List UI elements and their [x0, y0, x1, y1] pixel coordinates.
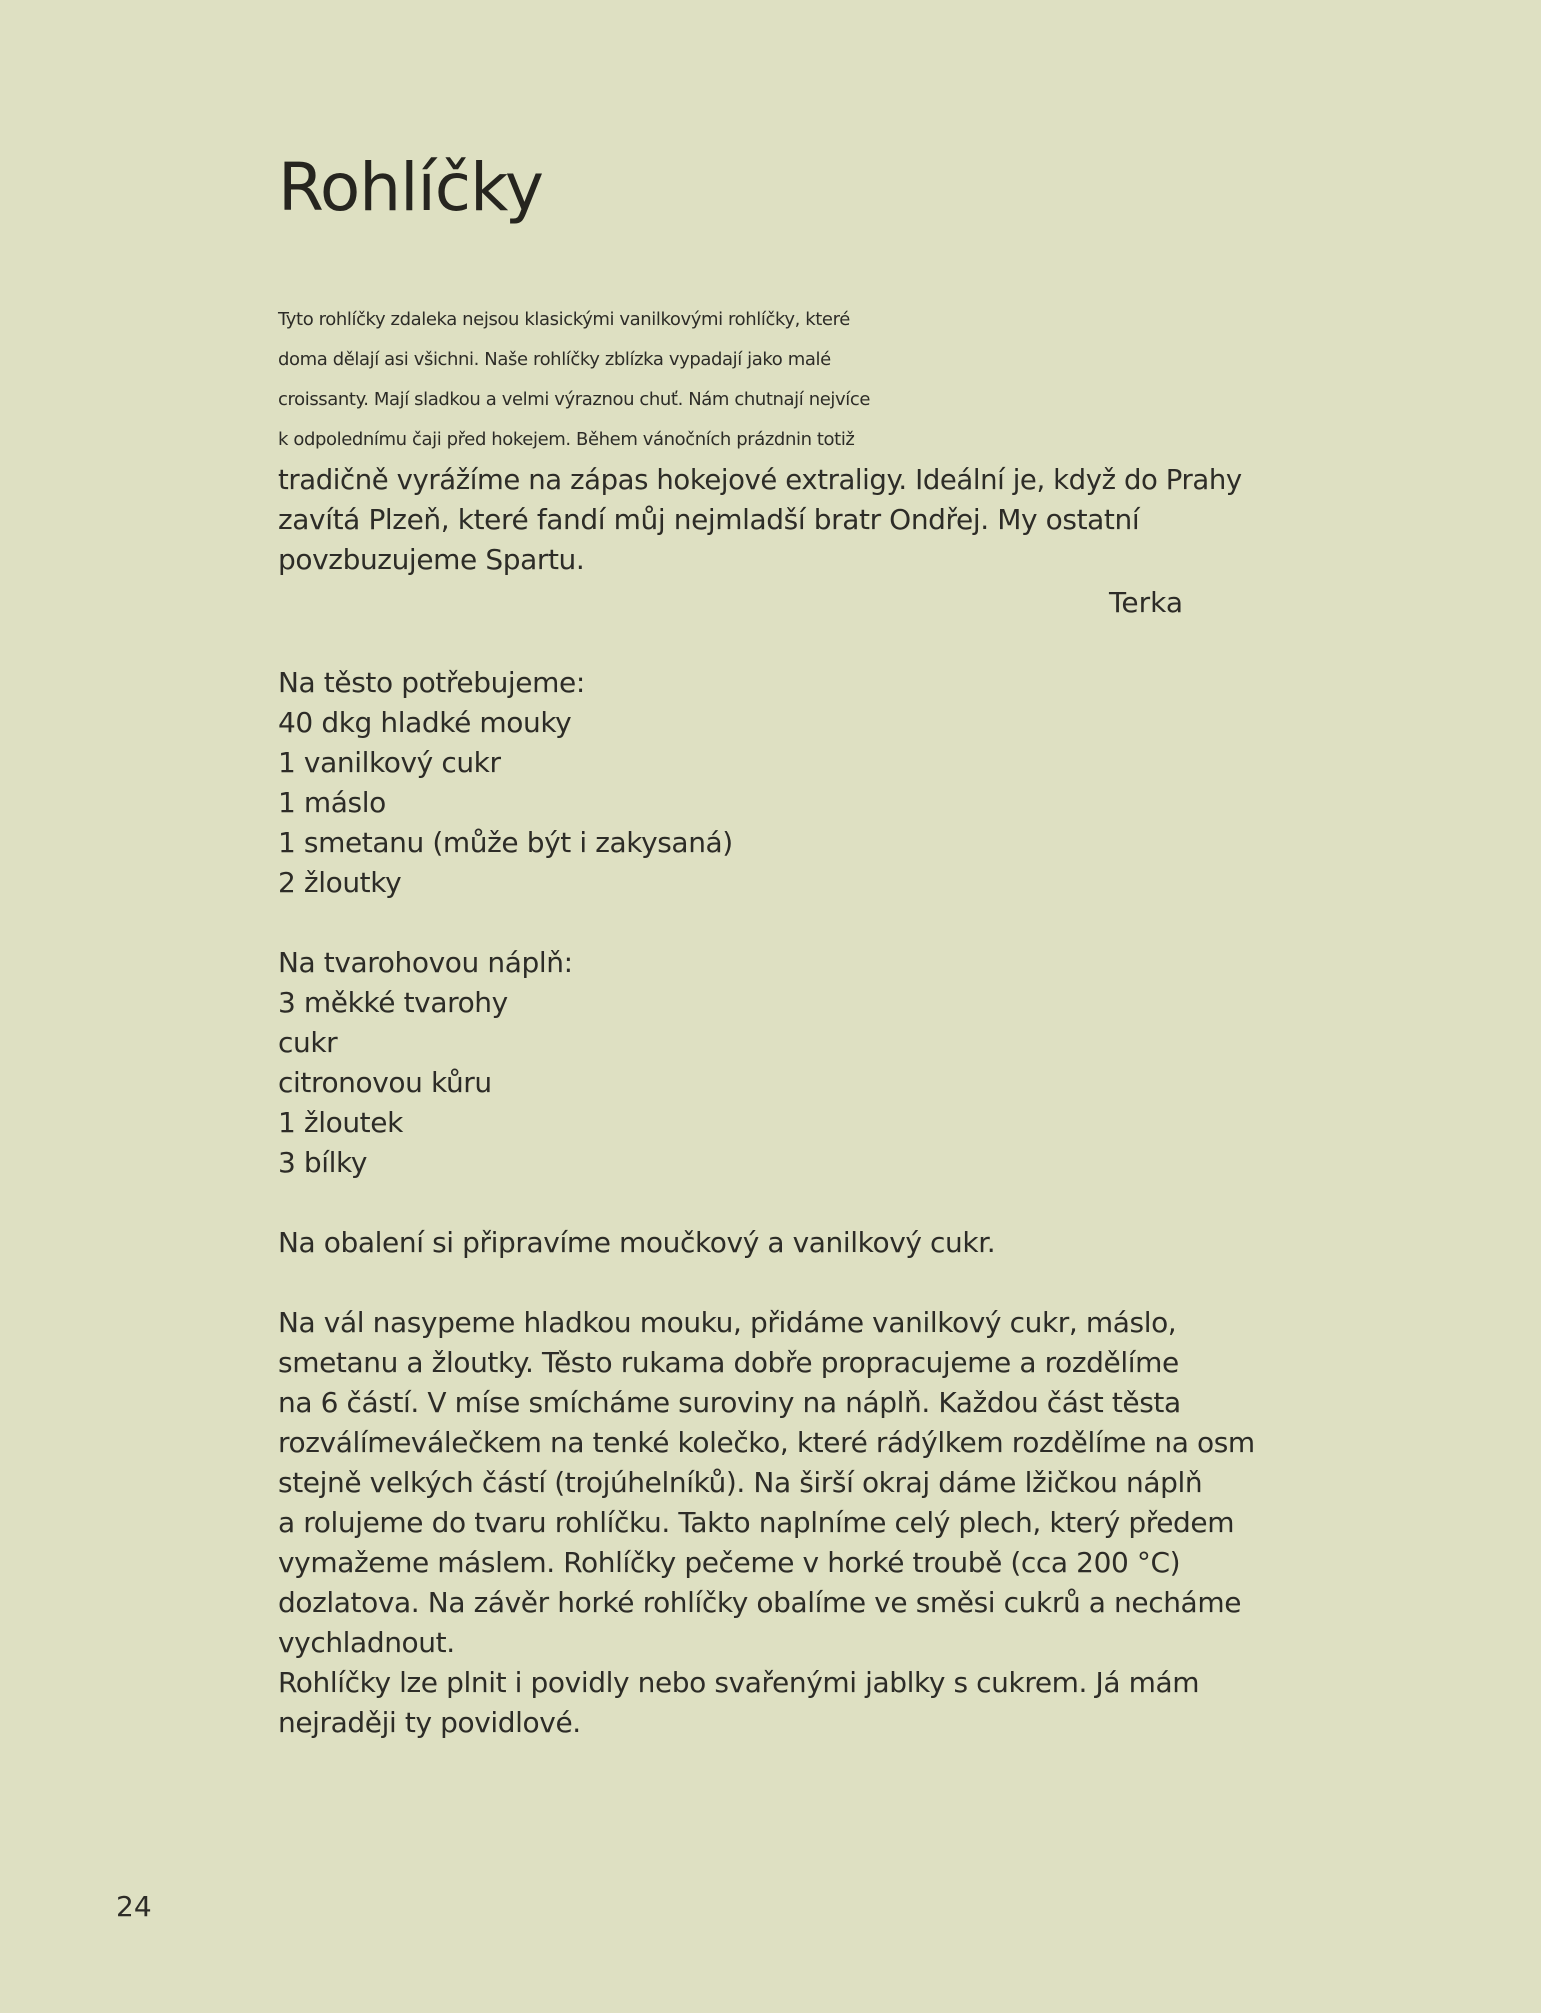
coating-note	[278, 1223, 995, 1263]
author-signature: Terka	[1109, 586, 1183, 619]
method-line: smetanu a žloutky. Těsto rukama dobře propracujeme a rozdělíme	[278, 1346, 1179, 1379]
page-number: 24	[116, 1890, 152, 1923]
method-line: vymažeme máslem. Rohlíčky pečeme v horké troubě (cca 200 °C)	[278, 1546, 1181, 1579]
intro-line: tradičně vyrážíme na zápas hokejové extraligy. Ideální je, když do Prahy	[278, 464, 1242, 496]
method-line: nejraději ty povidlové.	[278, 1706, 581, 1739]
page-title: Rohlíčky	[278, 149, 543, 226]
intro-line: croissanty. Mají sladkou a velmi výraznou chuť. Nám chutnají nejvíce	[278, 389, 871, 410]
ingredient-item: 1 máslo	[278, 786, 386, 819]
filling-ingredients	[278, 943, 573, 1183]
method-line: Rohlíčky lze plnit i povidly nebo svařenými jablky s cukrem. Já mám	[278, 1666, 1200, 1699]
intro-line: povzbuzujeme Spartu.	[278, 543, 585, 576]
method-line: vychladnout.	[278, 1626, 455, 1659]
intro-line: doma dělají asi všichni. Naše rohlíčky zblízka vypadají jako malé	[278, 349, 831, 370]
intro-line: k odpolednímu čaji před hokejem. Během vánočních prázdnin totiž	[278, 429, 855, 450]
ingredient-item: 1 vanilkový cukr	[278, 746, 501, 779]
intro-line: Tyto rohlíčky zdaleka nejsou klasickými vanilkovými rohlíčky, které	[278, 309, 850, 330]
ingredient-item: 3 měkké tvarohy	[278, 986, 508, 1019]
ingredient-item: citronovou kůru	[278, 1066, 492, 1099]
ingredient-item: cukr	[278, 1026, 338, 1059]
dough-heading: Na těsto potřebujeme:	[278, 666, 585, 699]
intro-paragraph	[278, 300, 1242, 580]
method-line: na 6 částí. V míse smícháme suroviny na náplň. Každou část těsta	[278, 1386, 1181, 1419]
ingredient-item: 40 dkg hladké mouky	[278, 706, 572, 739]
ingredient-item: 1 žloutek	[278, 1106, 403, 1139]
method-line: dozlatova. Na závěr horké rohlíčky obalíme ve směsi cukrů a necháme	[278, 1586, 1242, 1619]
method-line: stejně velkých částí (trojúhelníků). Na širší okraj dáme lžičkou náplň	[278, 1466, 1203, 1499]
dough-ingredients	[278, 663, 733, 903]
intro-line: zavítá Plzeň, které fandí můj nejmladší bratr Ondřej. My ostatní	[278, 503, 1140, 536]
ingredient-item: 1 smetanu (může být i zakysaná)	[278, 826, 733, 859]
ingredient-item: 2 žloutky	[278, 866, 402, 899]
coating-line: Na obalení si připravíme moučkový a vanilkový cukr.	[278, 1226, 996, 1259]
ingredient-item: 3 bílky	[278, 1146, 368, 1179]
method-line: rozválímeválečkem na tenké kolečko, které rádýlkem rozdělíme na osm	[278, 1426, 1255, 1459]
filling-heading: Na tvarohovou náplň:	[278, 946, 573, 979]
method-line: Na vál nasypeme hladkou mouku, přidáme vanilkový cukr, máslo,	[278, 1306, 1177, 1339]
method-paragraph	[278, 1303, 1255, 1743]
method-line: a rolujeme do tvaru rohlíčku. Takto naplníme celý plech, který předem	[278, 1506, 1235, 1539]
